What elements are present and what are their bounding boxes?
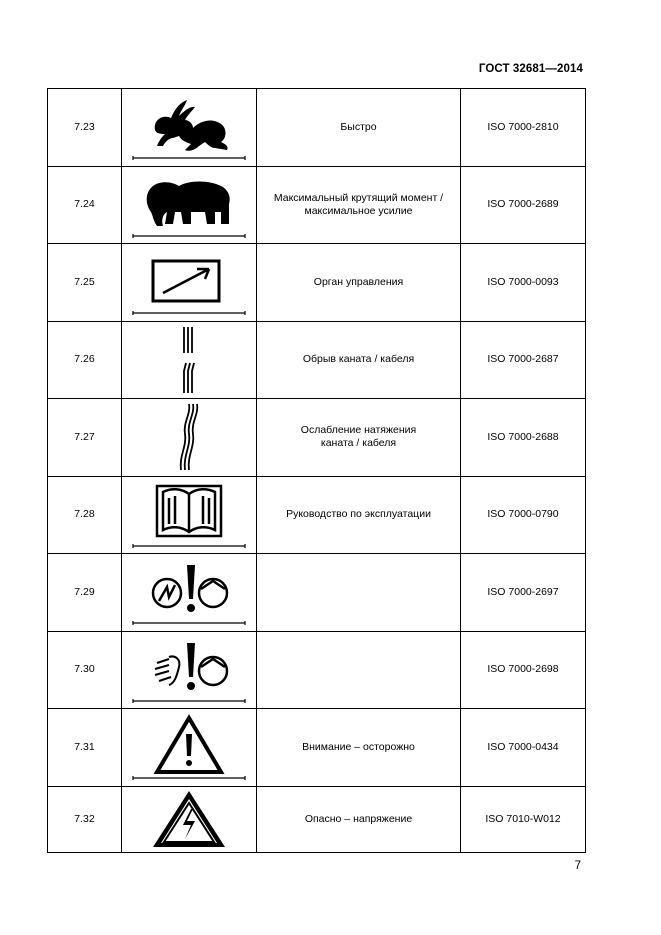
table-row [48, 709, 586, 787]
description: Обрыв каната / кабеля [257, 321, 461, 399]
iso-reference: ISO 7000-2698 [461, 631, 586, 709]
description: Руководство по эксплуатации [257, 476, 461, 554]
row-number: 7.32 [48, 786, 122, 852]
manual-book-icon [129, 478, 249, 552]
table-row [48, 631, 586, 709]
iso-reference: ISO 7000-2687 [461, 321, 586, 399]
symbol-cell [122, 709, 257, 787]
table-row [48, 244, 586, 322]
row-number: 7.23 [48, 89, 122, 167]
iso-reference: ISO 7000-2697 [461, 554, 586, 632]
row-number: 7.24 [48, 166, 122, 244]
table-row [48, 321, 586, 399]
symbol-cell [122, 786, 257, 852]
table-row [48, 89, 586, 167]
document-header: ГОСТ 32681—2014 [478, 63, 583, 75]
iso-reference: ISO 7000-0093 [461, 244, 586, 322]
description [257, 631, 461, 709]
high-voltage-icon [129, 787, 249, 851]
description [257, 554, 461, 632]
row-number: 7.27 [48, 399, 122, 477]
warning-electrical-icon [129, 555, 249, 629]
row-number: 7.25 [48, 244, 122, 322]
rope-slack-icon [129, 400, 249, 474]
symbol-cell [122, 166, 257, 244]
description: Быстро [257, 89, 461, 167]
symbol-cell [122, 321, 257, 399]
control-arrow-icon [129, 245, 249, 319]
table-row [48, 476, 586, 554]
description: Опасно – напряжение [257, 786, 461, 852]
rope-break-icon [129, 323, 249, 397]
table-row [48, 554, 586, 632]
iso-reference: ISO 7000-2688 [461, 399, 586, 477]
symbol-cell [122, 476, 257, 554]
turtle-torque-icon [129, 168, 249, 242]
page-number: 7 [574, 860, 581, 872]
row-number: 7.29 [48, 554, 122, 632]
table-row [48, 786, 586, 852]
table-row [48, 399, 586, 477]
row-number: 7.30 [48, 631, 122, 709]
warning-hand-icon [129, 633, 249, 707]
row-number: 7.28 [48, 476, 122, 554]
iso-reference: ISO 7000-2810 [461, 89, 586, 167]
description: Орган управления [257, 244, 461, 322]
iso-reference: ISO 7000-0790 [461, 476, 586, 554]
symbol-cell [122, 631, 257, 709]
description: Ослабление натяжения каната / кабеля [257, 399, 461, 477]
iso-reference: ISO 7010-W012 [461, 786, 586, 852]
row-number: 7.26 [48, 321, 122, 399]
description: Внимание – осторожно [257, 709, 461, 787]
iso-reference: ISO 7000-0434 [461, 709, 586, 787]
symbol-cell [122, 89, 257, 167]
rabbit-fast-icon [129, 90, 249, 164]
symbol-cell [122, 554, 257, 632]
description: Максимальный крутящий момент / максимальное усилие [257, 166, 461, 244]
caution-triangle-icon [129, 710, 249, 784]
symbols-table [47, 88, 586, 853]
iso-reference: ISO 7000-2689 [461, 166, 586, 244]
table-row [48, 166, 586, 244]
row-number: 7.31 [48, 709, 122, 787]
symbol-cell [122, 399, 257, 477]
symbol-cell [122, 244, 257, 322]
